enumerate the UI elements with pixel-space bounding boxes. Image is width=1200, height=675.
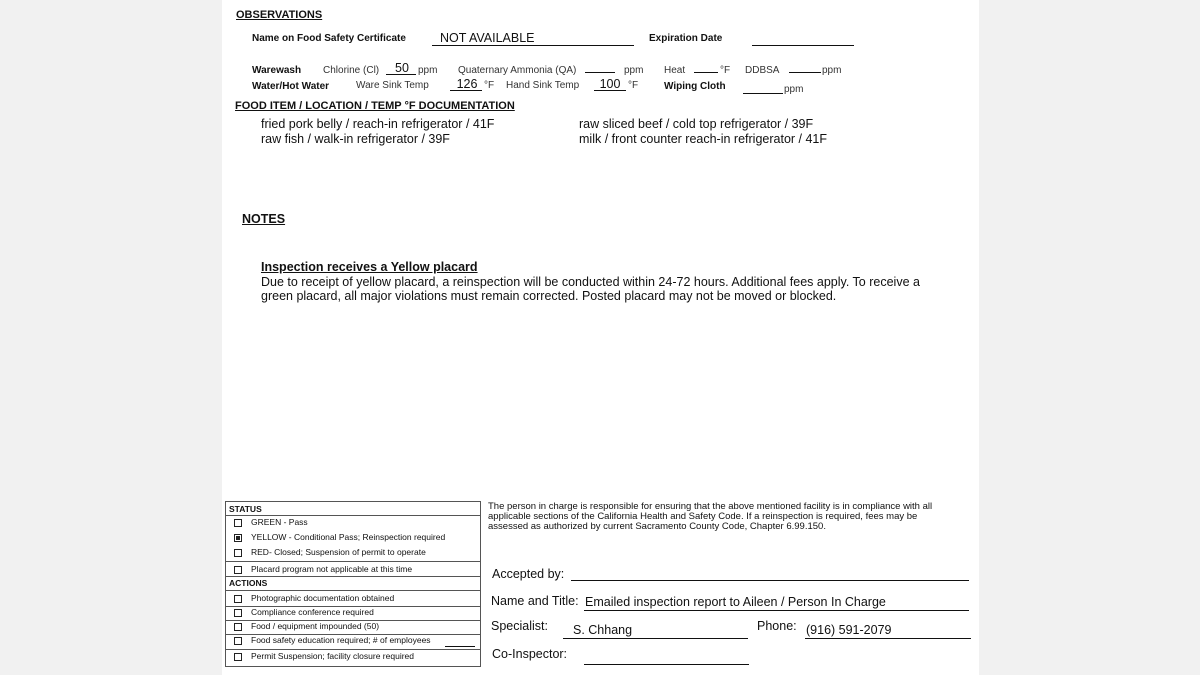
notes-heading: NOTES <box>242 212 286 226</box>
chlorine-unit: ppm <box>418 65 438 76</box>
checkbox[interactable] <box>234 637 242 645</box>
chlorine-underline <box>386 74 416 75</box>
heat-label: Heat <box>664 65 686 76</box>
hand-sink-unit: °F <box>628 80 639 91</box>
actions-heading: ACTIONS <box>229 578 268 588</box>
status-option-green[interactable] <box>226 516 480 531</box>
action-impounded[interactable] <box>226 620 480 635</box>
disclaimer-line1: The person in charge is responsible for ensuring that the above mentioned facility is in compliance with all <box>488 501 933 512</box>
status-divider <box>226 576 480 577</box>
warewash-label: Warewash <box>252 65 302 76</box>
phone-value[interactable]: (916) 591-2079 <box>806 623 892 637</box>
inspection-report-page <box>222 0 979 675</box>
employee-count-underline <box>445 646 475 647</box>
disclaimer-line3: assessed as authorized by current Sacramento County Code, Chapter 6.99.150. <box>488 521 826 532</box>
heat-unit: °F <box>720 65 731 76</box>
ware-sink-value: 126 <box>456 77 478 91</box>
expiration-label: Expiration Date <box>649 33 723 44</box>
hand-sink-label: Hand Sink Temp <box>506 80 580 91</box>
co-inspector-underline <box>584 664 749 665</box>
hand-sink-underline <box>594 90 626 91</box>
cert-label: Name on Food Safety Certificate <box>252 33 406 44</box>
ddbsa-label: DDBSA <box>745 65 780 76</box>
placard-title: Inspection receives a Yellow placard <box>261 260 478 274</box>
cert-underline <box>432 45 634 46</box>
phone-underline <box>805 638 971 639</box>
action-education[interactable] <box>226 634 480 649</box>
status-option-label: GREEN - Pass <box>251 517 308 527</box>
checkbox-checked[interactable] <box>234 534 242 542</box>
wiping-underline <box>743 93 783 94</box>
status-option-label: YELLOW - Conditional Pass; Reinspection required <box>251 532 446 542</box>
ware-sink-underline <box>450 90 482 91</box>
qa-label: Quaternary Ammonia (QA) <box>458 65 577 76</box>
ddbsa-unit: ppm <box>822 65 842 76</box>
food-item-4: milk / front counter reach-in refrigerator / 41F <box>579 132 828 146</box>
action-label: Photographic documentation obtained <box>251 593 395 603</box>
status-option-label: RED- Closed; Suspension of permit to operate <box>251 547 426 557</box>
checkbox[interactable] <box>234 653 242 661</box>
water-label: Water/Hot Water <box>252 81 330 92</box>
heat-underline <box>694 72 718 73</box>
status-option-yellow[interactable] <box>226 531 480 546</box>
action-photographic[interactable] <box>226 592 480 607</box>
ware-sink-label: Ware Sink Temp <box>356 80 429 91</box>
placard-text-line1: Due to receipt of yellow placard, a reinspection will be conducted within 24-72 hours. Additional fees apply. To receive a <box>261 275 920 289</box>
action-permit-suspension[interactable] <box>226 650 480 665</box>
qa-underline <box>585 72 615 73</box>
status-divider <box>226 590 480 591</box>
accepted-by-underline <box>571 580 969 581</box>
name-title-label: Name and Title: <box>491 594 579 608</box>
checkbox[interactable] <box>234 595 242 603</box>
action-label: Food safety education required; # of employees <box>251 635 431 645</box>
food-item-2: raw sliced beef / cold top refrigerator / 39F <box>579 117 814 131</box>
placard-text-line2: green placard, all major violations must remain corrected. Posted placard may not be moved or blocked. <box>261 289 837 303</box>
name-title-value[interactable]: Emailed inspection report to Aileen / Person In Charge <box>585 595 886 609</box>
name-title-underline <box>584 610 969 611</box>
ware-sink-unit: °F <box>484 80 495 91</box>
specialist-underline <box>563 638 748 639</box>
chlorine-value: 50 <box>395 61 409 75</box>
status-option-red[interactable] <box>226 546 480 561</box>
chlorine-label: Chlorine (Cl) <box>323 65 380 76</box>
specialist-value[interactable]: S. Chhang <box>573 623 633 637</box>
hand-sink-value: 100 <box>599 77 621 91</box>
specialist-label: Specialist: <box>491 619 548 633</box>
phone-label: Phone: <box>757 619 797 633</box>
qa-unit: ppm <box>624 65 644 76</box>
co-inspector-label: Co-Inspector: <box>492 647 568 661</box>
checkbox[interactable] <box>234 609 242 617</box>
action-label: Compliance conference required <box>251 607 374 617</box>
checkbox[interactable] <box>234 566 242 574</box>
food-item-3: raw fish / walk-in refrigerator / 39F <box>261 132 450 146</box>
status-option-label: Placard program not applicable at this time <box>251 564 413 574</box>
checkbox[interactable] <box>234 549 242 557</box>
observations-heading: OBSERVATIONS <box>236 9 323 21</box>
status-box <box>225 501 481 667</box>
wiping-cloth-label: Wiping Cloth <box>664 81 726 92</box>
food-item-1: fried pork belly / reach-in refrigerator / 41F <box>261 117 495 131</box>
checkbox[interactable] <box>234 623 242 631</box>
ddbsa-underline <box>789 72 821 73</box>
action-label: Food / equipment impounded (50) <box>251 621 380 631</box>
disclaimer-line2: applicable sections of the California Health and Safety Code. If a reinspection is required, fees may be <box>488 511 918 522</box>
accepted-by-label: Accepted by: <box>492 567 565 581</box>
expiration-underline <box>752 45 854 46</box>
wiping-cloth-unit: ppm <box>784 84 804 95</box>
checkbox[interactable] <box>234 519 242 527</box>
action-label: Permit Suspension; facility closure required <box>251 651 414 661</box>
action-compliance-conference[interactable] <box>226 606 480 621</box>
status-heading: STATUS <box>229 504 262 514</box>
food-temp-heading: FOOD ITEM / LOCATION / TEMP °F DOCUMENTATION <box>235 100 515 112</box>
status-divider <box>226 561 480 562</box>
cert-value: NOT AVAILABLE <box>440 31 535 45</box>
